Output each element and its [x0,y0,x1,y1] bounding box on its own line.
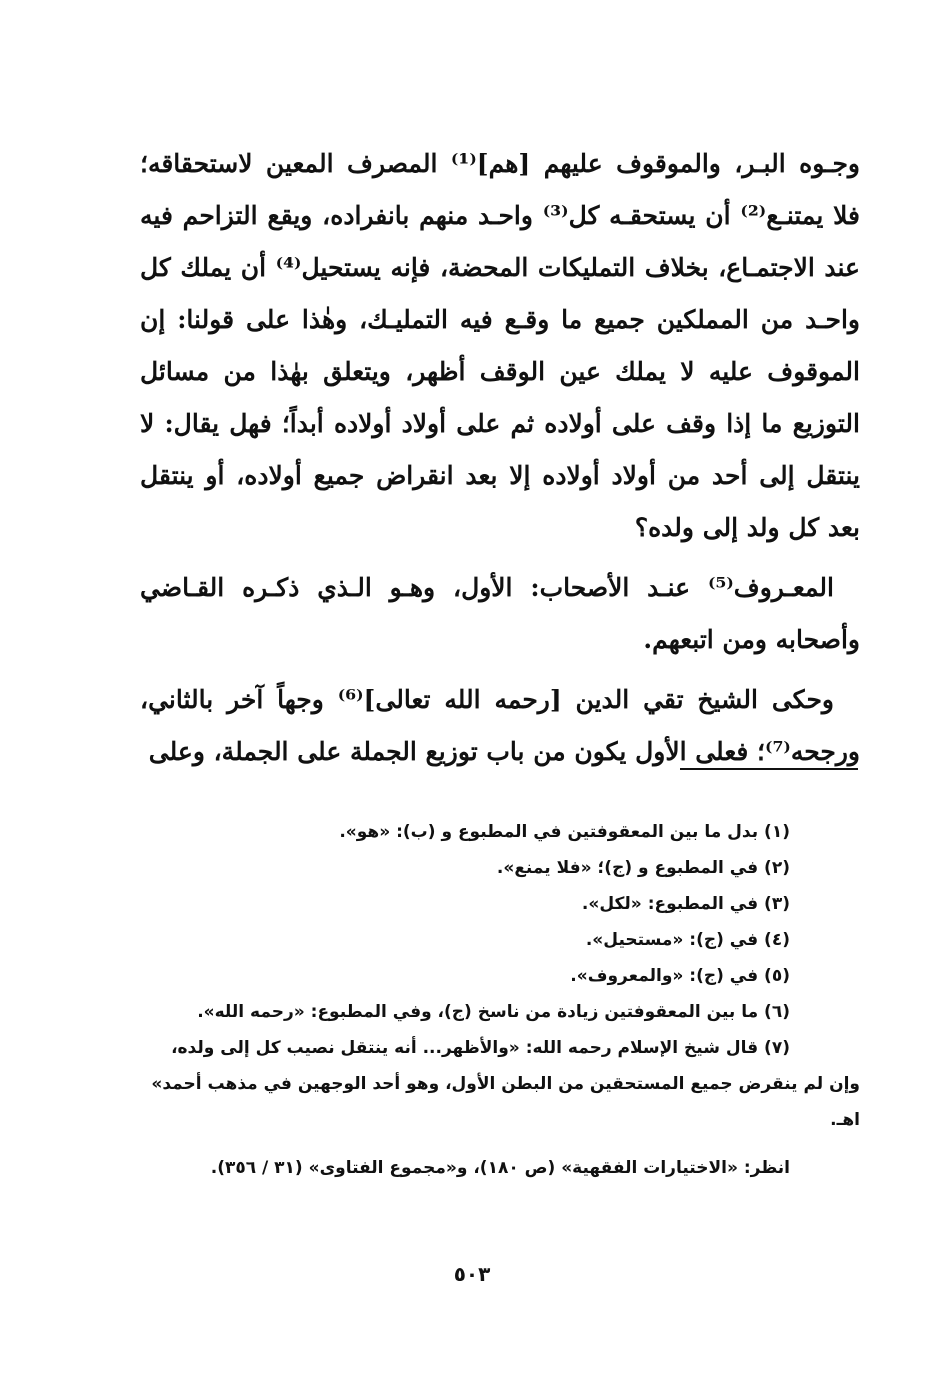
paragraph-1: وجـوه البـر، والموقوف عليهم [هم]⁽¹⁾ المصرف المعين لاستحقاقه؛ فلا يمتنـع⁽²⁾ أن يستحقـه كل⁽³⁾ واحـد منهم بانفراده، ويقع التزاحم فيه عند الاجتمـاع، بخلاف التمليكات المحضة، فإنه يستحيل⁽⁴⁾ أن يملك كل واحـد من المملكين جميع ما وقـع فيه التمليـك، وهٰذا على قولنا: إن الموقوف عليه لا يملك عين الوقف أظهر، ويتعلق بهٰذا من مسائل التوزيع ما إذا وقف على أولاده ثم على أولاد أولاده أبداً؛ فهل يقال: لا ينتقل إلى أحد من أولاد أولاده إلا بعد انقراض جميع أولاده، أو ينتقل بعد كل ولد إلى ولده؟ [140,149,860,542]
footnote-2: (٢) في المطبوع و (ج)؛ «فلا يمنع». [496,858,790,878]
footnote-7-continuation: وإن لم ينقرض جميع المستحقين من البطن الأول، وهو أحد الوجهين في مذهب أحمد» اهـ. [151,1074,860,1130]
footnotes [140,814,860,1186]
footnote-divider [680,768,858,770]
footnote-5: (٥) في (ج): «والمعروف». [570,966,790,986]
paragraph-2: المعـروف⁽⁵⁾ عنـد الأصحاب: الأول، وهـو الـذي ذكـره القـاضي وأصحابه ومن اتبعهم. [140,573,860,654]
footnote-4: (٤) في (ج): «مستحيل». [585,930,790,950]
page-number: ٥٠٣ [453,1262,491,1286]
footnote-7: (٧) قال شيخ الإسلام رحمه الله: «والأظهر... أنه ينتقل نصيب كل إلى ولده، [171,1038,790,1058]
main-text [140,138,860,778]
footnote-1: (١) بدل ما بين المعقوفتين في المطبوع و (ب): «هو». [339,822,790,842]
paragraph-3: وحكى الشيخ تقي الدين [رحمه الله تعالى]⁽⁶⁾ وجهاً آخر بالثاني، ورجحه⁽⁷⁾؛ فعلى الأول يكون من باب توزيع الجملة على الجملة، وعلى [140,685,860,766]
footnote-3: (٣) في المطبوع: «لكل». [581,894,790,914]
footnote-reference: انظر: «الاختيارات الفقهية» (ص ١٨٠)، و«مجموع الفتاوى» (٣١ / ٣٥٦). [210,1158,790,1178]
footnote-6: (٦) ما بين المعقوفتين زيادة من ناسخ (ج)، وفي المطبوع: «رحمه الله». [197,1002,790,1022]
